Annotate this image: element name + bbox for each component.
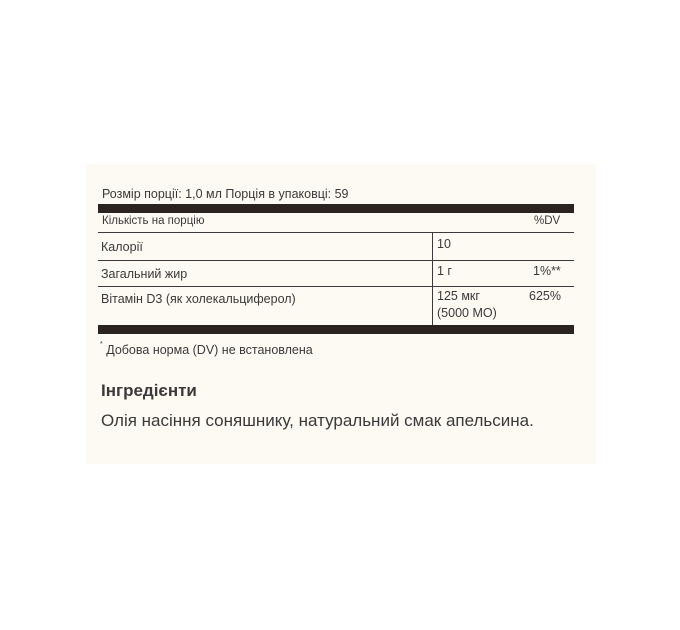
column-divider: [432, 232, 433, 260]
column-divider: [432, 260, 433, 286]
row-vitamin-d3-name: Вітамін D3 (як холекальциферол): [101, 292, 296, 306]
row-total-fat-amount: 1 г: [437, 264, 452, 278]
row-divider: [98, 260, 574, 261]
thick-divider-bottom: [98, 325, 574, 334]
amount-per-serving-header: Кількість на порцію: [102, 215, 205, 227]
dv-header: %DV: [534, 215, 561, 227]
serving-size: Розмір порції: 1,0 мл Порція в упаковці: 59: [102, 187, 349, 201]
footnote-mark: *: [100, 341, 103, 348]
row-calories-amount: 10: [437, 237, 451, 251]
row-divider: [98, 286, 574, 287]
column-divider: [432, 286, 433, 325]
footnote: [100, 343, 313, 357]
footnote-text: Добова норма (DV) не встановлена: [106, 343, 313, 357]
row-total-fat-name: Загальний жир: [101, 267, 188, 281]
row-total-fat-dv: 1%**: [533, 264, 561, 278]
row-vitamin-d3-dv: 625%: [529, 289, 561, 303]
row-vitamin-d3-amount: 125 мкг: [437, 289, 480, 303]
row-vitamin-d3-amount-iu: (5000 МО): [437, 306, 497, 320]
row-calories-name: Калорії: [101, 240, 143, 254]
ingredients-text: Олія насіння соняшнику, натуральний смак апельсина.: [101, 411, 534, 430]
thick-divider-top: [98, 204, 574, 213]
row-divider: [98, 232, 574, 233]
ingredients-title: Інгредієнти: [101, 381, 197, 400]
